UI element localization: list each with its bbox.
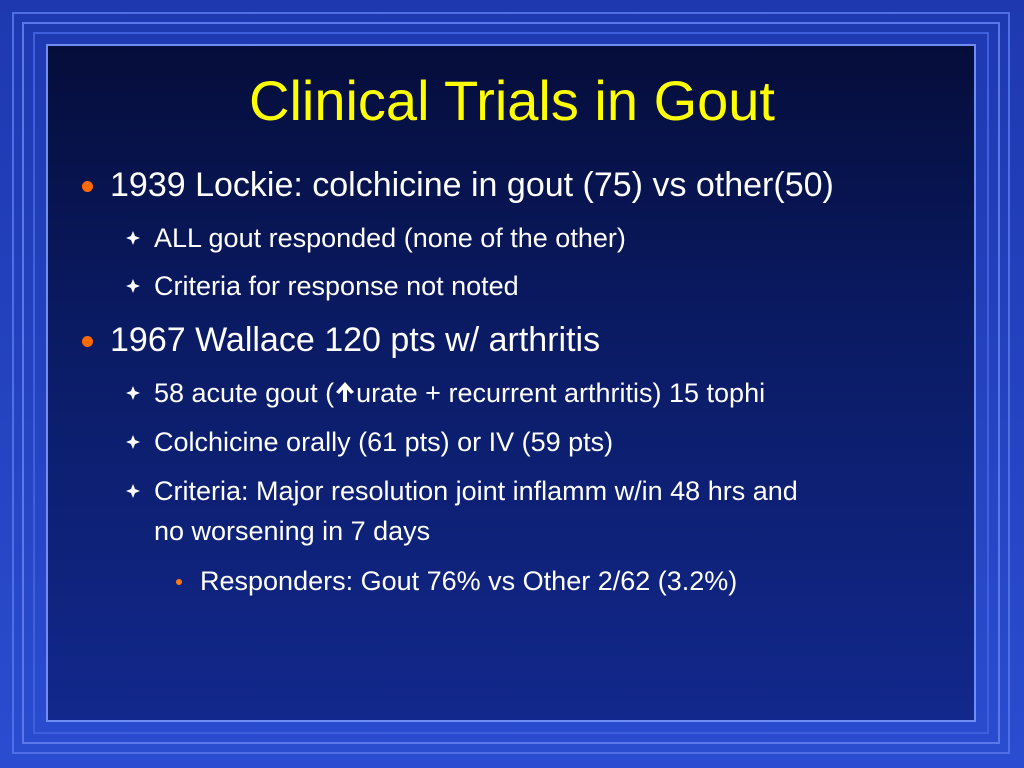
bullet-2-text: 1967 Wallace 120 pts w/ arthritis <box>110 321 601 359</box>
diamond-bullet-icon <box>126 279 140 293</box>
dot-bullet-icon <box>176 579 182 585</box>
diamond-bullet-icon <box>126 231 140 245</box>
bullet-2-sub-1-before: 58 acute gout ( <box>154 378 335 408</box>
bullet-1-sub-2: Criteria for response not noted <box>154 271 519 301</box>
diamond-bullet-icon <box>126 484 140 498</box>
bullet-2-sub-3-line-2: no worsening in 7 days <box>154 516 431 546</box>
diamond-bullet-icon <box>126 386 140 400</box>
bullet-dot-icon <box>82 336 93 347</box>
bullet-2-subsub-1: Responders: Gout 76% vs Other 2/62 (3.2%) <box>200 566 738 596</box>
bullet-1-text: 1939 Lockie: colchicine in gout (75) vs other(50) <box>110 166 834 204</box>
bullet-2-sub-2: Colchicine orally (61 pts) or IV (59 pts) <box>154 427 614 457</box>
bullet-dot-icon <box>82 181 93 192</box>
up-arrow-icon <box>335 380 355 404</box>
slide-title: Clinical Trials in Gout <box>249 69 775 132</box>
diamond-bullet-icon <box>126 435 140 449</box>
bullet-2-sub-1-after: urate + recurrent arthritis) 15 tophi <box>356 378 766 408</box>
bullet-1-sub-1: ALL gout responded (none of the other) <box>154 223 626 253</box>
bullet-2-sub-3-line-1: Criteria: Major resolution joint inflamm w/in 48 hrs and <box>154 476 798 506</box>
bullet-2-sub-1 <box>154 377 765 410</box>
